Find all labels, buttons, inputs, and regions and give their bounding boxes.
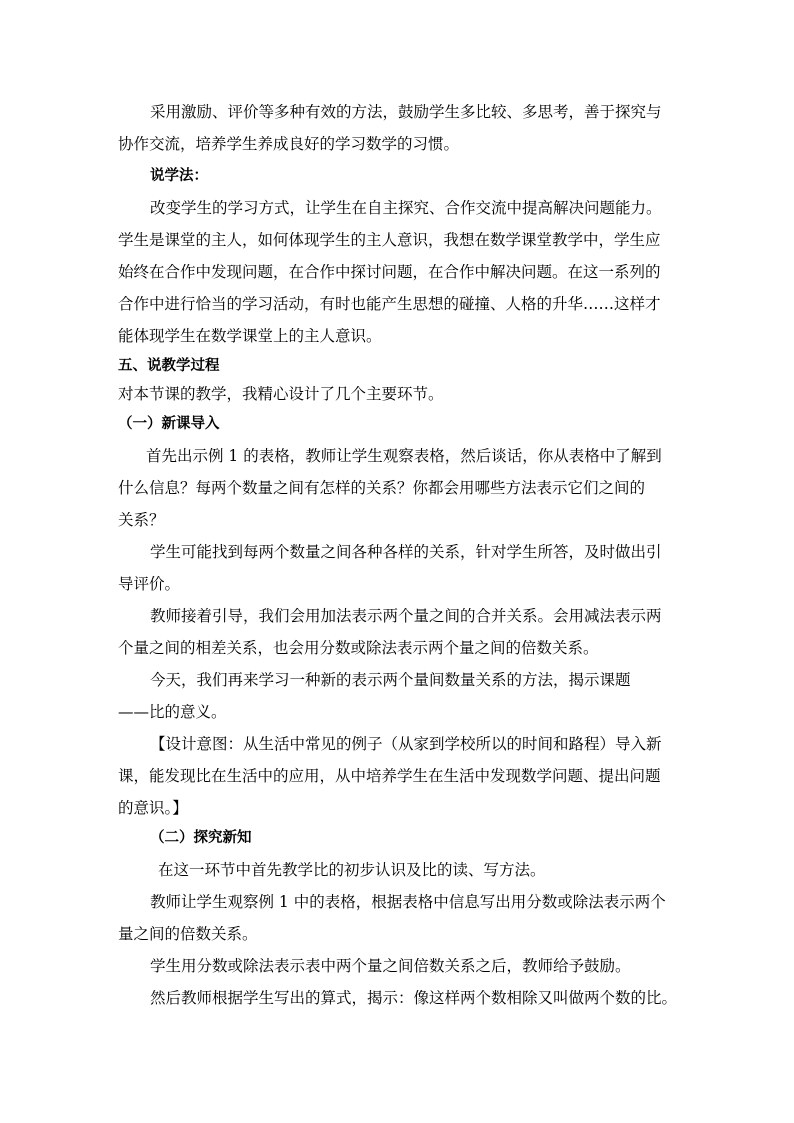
paragraph-line: 学生用分数或除法表示表中两个量之间倍数关系之后，教师给予鼓励。 — [150, 957, 631, 975]
paragraph-line: 导评价。 — [118, 575, 181, 593]
design-intent-line: 【设计意图：从生活中常见的例子（从家到学校所以的时间和路程）导入新 — [150, 735, 662, 753]
paragraph-line: 关系？ — [118, 511, 165, 529]
paragraph-line: 改变学生的学习方式，让学生在自主探究、合作交流中提高解决问题能力。 — [150, 199, 662, 217]
paragraph-line: 能体现学生在数学课堂上的主人意识。 — [118, 327, 382, 345]
design-intent-line: 课，能发现比在生活中的应用，从中培养学生在生活中发现数学问题、提出问题 — [118, 767, 661, 785]
paragraph-line: 首先出示例 1 的表格，教师让学生观察表格，然后谈话，你从表格中了解到 — [146, 447, 662, 465]
paragraph-line: 学生是课堂的主人，如何体现学生的主人意识，我想在数学课堂教学中，学生应 — [118, 231, 661, 249]
paragraph-line: 教师接着引导，我们会用加法表示两个量之间的合并关系。会用减法表示两 — [150, 607, 662, 625]
subsection-heading: （二）探究新知 — [150, 830, 252, 846]
design-intent-line: 的意识。】 — [118, 799, 188, 817]
paragraph-line: 对本节课的教学，我精心设计了几个主要环节。 — [118, 385, 444, 403]
paragraph-line: 然后教师根据学生写出的算式，揭示：像这样两个数相除又叫做两个数的比。 — [150, 989, 678, 1007]
section-heading: 说学法： — [150, 168, 208, 184]
subsection-heading: （一）新课导入 — [118, 416, 220, 432]
paragraph-line: 合作中进行恰当的学习活动，有时也能产生思想的碰撞、人格的升华……这样才 — [118, 295, 661, 313]
paragraph-line: 学生可能找到每两个数量之间各种各样的关系，针对学生所答，及时做出引 — [150, 543, 662, 561]
paragraph-line: 今天，我们再来学习一种新的表示两个量间数量关系的方法，揭示课题 — [150, 671, 631, 689]
paragraph-line: 教师让学生观察例 1 中的表格，根据表格中信息写出用分数或除法表示两个 — [150, 893, 666, 911]
paragraph-line: 个量之间的相差关系，也会用分数或除法表示两个量之间的倍数关系。 — [118, 639, 599, 657]
paragraph-line: 什么信息？每两个数量之间有怎样的关系？你都会用哪些方法表示它们之间的 — [118, 479, 646, 497]
section-heading: 五、说教学过程 — [118, 358, 220, 374]
paragraph-line: 始终在合作中发现问题，在合作中探讨问题，在合作中解决问题。在这一系列的 — [118, 263, 661, 281]
paragraph-line: 在这一环节中首先教学比的初步认识及比的读、写方法。 — [158, 861, 546, 879]
paragraph-line: ——比的意义。 — [118, 703, 227, 721]
paragraph-line: 协作交流，培养学生养成良好的学习数学的习惯。 — [118, 135, 460, 153]
paragraph-line: 量之间的倍数关系。 — [118, 925, 258, 943]
paragraph-line: 采用激励、评价等多种有效的方法，鼓励学生多比较、多思考，善于探究与 — [150, 103, 662, 121]
